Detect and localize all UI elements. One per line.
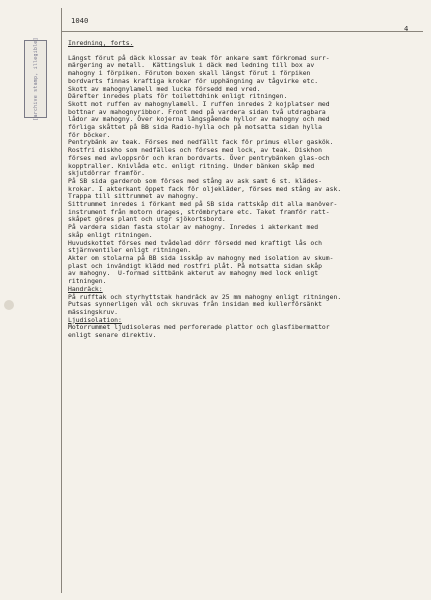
text-line: mahogny i förpiken. Förutom boxen skall längst förut i förpiken xyxy=(68,69,311,78)
text-line: Putsas synnerligen väl och skruvas från insidan med kullerförsänkt xyxy=(68,300,322,309)
handrack-text xyxy=(68,294,424,317)
text-line: krokar. I akterkant öppet fack för oljekläder, förses med stång av ask. xyxy=(68,184,342,193)
ljudisolation-text xyxy=(68,324,424,339)
document-body xyxy=(68,40,424,340)
text-line: Pentrybänk av teak. Förses med nedfällt fack för primus eller gaskök. xyxy=(68,138,334,147)
archive-stamp-text: [archive stamp, illegible] xyxy=(32,37,39,121)
text-line: lådor av mahogny. Över kojerna längsgående hyllor av mahogny och med xyxy=(68,115,330,124)
text-line: ritningen. xyxy=(68,277,107,286)
header-rule xyxy=(61,31,423,32)
text-line: Motorrummet ljudisoleras med perforerade plattor och glasfibermattor xyxy=(68,323,330,332)
text-line: instrument från motorn drages, strömbrytare etc. Taket framför ratt- xyxy=(68,207,330,216)
page-number: 4 xyxy=(404,24,409,33)
archive-stamp xyxy=(24,37,47,121)
text-line: förses med avloppsrör och kran bordvarts. Över pentrybänken glas-och xyxy=(68,153,330,162)
text-line: Akter om stolarna på BB sida isskåp av mahogny med isolation av skum- xyxy=(68,253,334,262)
text-line: kopptraller. Knivlåda etc. enligt ritning. Under bänken skåp med xyxy=(68,161,315,170)
text-line: mässingskruv. xyxy=(68,307,119,316)
punch-hole xyxy=(4,300,14,310)
text-line: stjärnventiler enligt ritningen. xyxy=(68,246,192,255)
text-line: Sittrummet inredes i förkant med på SB sida rattskåp dit alla manöver- xyxy=(68,200,338,209)
body-text xyxy=(68,55,424,286)
text-line: Trappa till sittrummet av mahogny. xyxy=(68,192,199,201)
text-line: Skott av mahognylamell med lucka försedd med vred. xyxy=(68,84,261,93)
text-line: bottnar av mahognyribbor. Front med på vardera sidan två utdragbara xyxy=(68,107,326,116)
document-number: 1040 xyxy=(71,16,89,25)
text-line: Huvudskottet förses med tvådelad dörr försedd med kraftigt lås och xyxy=(68,238,322,247)
text-line: Rostfri diskho som nedfälles och förses med lock, av teak. Diskhon xyxy=(68,146,322,155)
text-line: förliga skåttet på BB sida Radio-hylla och på motsatta sidan hylla xyxy=(68,123,322,132)
text-line: bordvarts finnas kraftiga krokar för upphängning av tågvirke etc. xyxy=(68,76,319,85)
text-line: av mahogny. U-formad sittbänk akterut av mahogny med lock enligt xyxy=(68,269,319,278)
text-line: enligt senare direktiv. xyxy=(68,331,157,340)
ljudisolation-heading: Ljudisolation: xyxy=(68,315,122,324)
handrack-heading: Handräck: xyxy=(68,284,103,293)
text-line: märgering av metall. Kättingsluk i däck med ledning till box av xyxy=(68,61,315,70)
text-line: plast och invändigt klädd med rostfri plåt. På motsatta sidan skåp xyxy=(68,261,322,270)
text-line: På rufftak och styrhyttstak handräck av 25 mm mahogny enligt ritningen. xyxy=(68,292,342,301)
text-line: Därefter inredes plats för toilettdhink enligt ritningen. xyxy=(68,92,288,101)
text-line: skåpet göres plant och utgr sjökortsbord. xyxy=(68,215,226,224)
text-line: för böcker. xyxy=(68,130,111,139)
text-line: Skott mot ruffen av mahognylamell. I ruffen inredes 2 kojplatser med xyxy=(68,99,330,108)
section-heading: Inredning, forts. xyxy=(68,39,134,47)
text-line: På SB sida garderob som förses med stång av ask samt 6 st. klädes- xyxy=(68,176,322,185)
margin-rule xyxy=(61,8,62,593)
text-line: Längst förut på däck klossar av teak för ankare samt förkromad surr- xyxy=(68,53,330,62)
text-line: skjutdörrar framför. xyxy=(68,169,145,178)
text-line: skåp enligt ritningen. xyxy=(68,230,153,239)
text-line: På vardera sidan fasta stolar av mahogny. Inredes i akterkant med xyxy=(68,223,319,232)
